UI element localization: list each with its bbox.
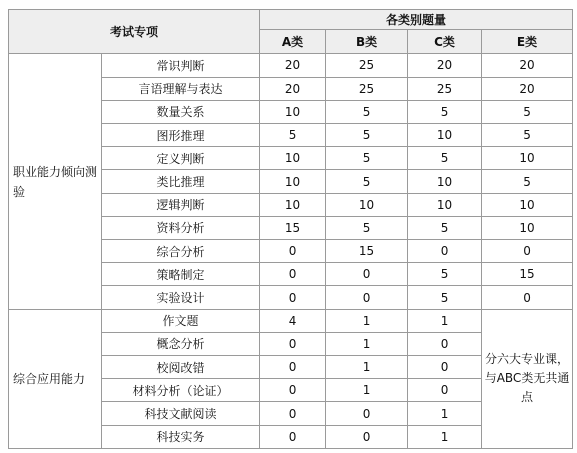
item-cell: 实验设计	[102, 286, 260, 309]
value-cell: 5	[408, 100, 482, 123]
item-cell: 概念分析	[102, 332, 260, 355]
value-cell: 20	[482, 54, 573, 77]
table-row	[9, 54, 573, 77]
value-cell: 0	[408, 356, 482, 379]
section-label: 职业能力倾向测验	[9, 54, 102, 309]
value-cell: 10	[260, 193, 326, 216]
value-cell: 0	[408, 332, 482, 355]
value-cell: 0	[326, 402, 408, 425]
item-cell: 数量关系	[102, 100, 260, 123]
value-cell: 5	[326, 216, 408, 239]
note-cell: 分六大专业课，与ABC类无共通点	[482, 309, 573, 448]
value-cell: 5	[408, 263, 482, 286]
value-cell: 20	[260, 54, 326, 77]
item-cell: 策略制定	[102, 263, 260, 286]
value-cell: 0	[326, 425, 408, 448]
value-cell: 0	[260, 356, 326, 379]
value-cell: 20	[482, 77, 573, 100]
subject-header: 考试专项	[9, 10, 260, 54]
item-cell: 材料分析（论证）	[102, 379, 260, 402]
value-cell: 10	[260, 170, 326, 193]
value-cell: 5	[408, 147, 482, 170]
value-cell: 25	[408, 77, 482, 100]
value-cell: 0	[326, 286, 408, 309]
value-cell: 5	[326, 147, 408, 170]
value-cell: 0	[260, 425, 326, 448]
item-cell: 作文题	[102, 309, 260, 332]
section-label: 综合应用能力	[9, 309, 102, 448]
category-header-c: C类	[408, 30, 482, 54]
value-cell: 5	[408, 216, 482, 239]
category-header-e: E类	[482, 30, 573, 54]
value-cell: 15	[482, 263, 573, 286]
value-cell: 4	[260, 309, 326, 332]
value-cell: 10	[408, 193, 482, 216]
value-cell: 0	[482, 240, 573, 263]
exam-table	[8, 9, 573, 449]
value-cell: 0	[260, 263, 326, 286]
value-cell: 5	[326, 100, 408, 123]
value-cell: 0	[260, 402, 326, 425]
value-cell: 5	[482, 124, 573, 147]
value-cell: 0	[260, 286, 326, 309]
value-cell: 0	[408, 379, 482, 402]
item-cell: 图形推理	[102, 124, 260, 147]
value-cell: 10	[260, 100, 326, 123]
group-header: 各类别题量	[260, 10, 573, 30]
value-cell: 0	[260, 379, 326, 402]
item-cell: 逻辑判断	[102, 193, 260, 216]
value-cell: 0	[326, 263, 408, 286]
item-cell: 言语理解与表达	[102, 77, 260, 100]
value-cell: 10	[408, 124, 482, 147]
value-cell: 1	[408, 402, 482, 425]
value-cell: 1	[326, 379, 408, 402]
value-cell: 10	[260, 147, 326, 170]
item-cell: 科技文献阅读	[102, 402, 260, 425]
value-cell: 25	[326, 54, 408, 77]
value-cell: 0	[482, 286, 573, 309]
value-cell: 5	[482, 170, 573, 193]
value-cell: 1	[408, 425, 482, 448]
value-cell: 10	[326, 193, 408, 216]
item-cell: 定义判断	[102, 147, 260, 170]
value-cell: 20	[260, 77, 326, 100]
value-cell: 1	[408, 309, 482, 332]
header-row-1	[9, 10, 573, 30]
value-cell: 5	[482, 100, 573, 123]
item-cell: 校阅改错	[102, 356, 260, 379]
table-row	[9, 309, 573, 332]
item-cell: 类比推理	[102, 170, 260, 193]
value-cell: 10	[482, 147, 573, 170]
value-cell: 10	[408, 170, 482, 193]
item-cell: 科技实务	[102, 425, 260, 448]
value-cell: 5	[326, 170, 408, 193]
item-cell: 常识判断	[102, 54, 260, 77]
value-cell: 1	[326, 332, 408, 355]
value-cell: 5	[260, 124, 326, 147]
item-cell: 综合分析	[102, 240, 260, 263]
value-cell: 20	[408, 54, 482, 77]
value-cell: 15	[260, 216, 326, 239]
item-cell: 资料分析	[102, 216, 260, 239]
value-cell: 0	[408, 240, 482, 263]
value-cell: 0	[260, 332, 326, 355]
value-cell: 25	[326, 77, 408, 100]
value-cell: 5	[326, 124, 408, 147]
value-cell: 10	[482, 193, 573, 216]
value-cell: 15	[326, 240, 408, 263]
value-cell: 0	[260, 240, 326, 263]
value-cell: 5	[408, 286, 482, 309]
value-cell: 10	[482, 216, 573, 239]
category-header-a: A类	[260, 30, 326, 54]
value-cell: 1	[326, 309, 408, 332]
value-cell: 1	[326, 356, 408, 379]
category-header-b: B类	[326, 30, 408, 54]
